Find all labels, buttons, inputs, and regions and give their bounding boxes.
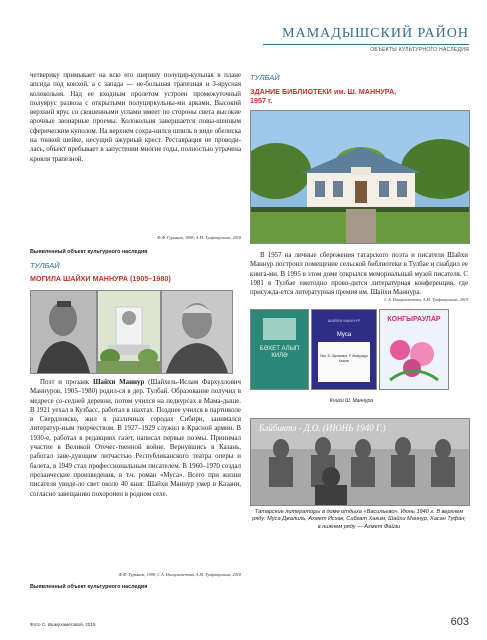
book-1-title: БӘХЕТ АЛЫП КИЛӘ bbox=[259, 346, 300, 359]
grave-credit: Ф.Ф. Гурьянов, 1998; С.А. Ишмухаметова, А.М. Тухфатуллина, 2018 bbox=[118, 572, 241, 577]
books-caption: Книги Ш. Маннура bbox=[330, 398, 374, 404]
page-header-subtitle: ОБЪЕКТЫ КУЛЬТУРНОГО НАСЛЕДИЯ bbox=[370, 47, 469, 53]
grave-region: ТУЛБАЙ bbox=[30, 261, 60, 270]
book-2-label: Пер. В. Шульмана, Р. Ишмурада Казань bbox=[318, 342, 370, 382]
grave-image bbox=[98, 291, 160, 373]
library-credit: С.А. Ишмухаметова, А.М. Тухфатуллина, 2019 bbox=[384, 297, 468, 302]
biography-text: Поэт и прозаик Шайхи Маннур (Шайхель-Ислам Фархуллович Маннуров, 1905–1980) родил-ся в дер. Тулбай. Образование получил в медресе со-седней деревни, потом учился на педкурсах в Мама-дыше. В 1921 уехал в Кузбасс, работал в шахтах. Позднее учился в партшколе в Свердловске, жил в различных городах Сибири, занимался литератур-ным творчеством. В 1927–1929 служил в Красной армии. В 1930-е, работал в редакциях газет, написал первые поэмы. Принимал участие в Великой Отечес-твенной войне. Вернувшись в Казань, работал заве-дующим литчастью Республиканского театра оперы и балета, в 1949 стал профессиональным писателем. В 1960–1970 создал прозаические произведения, в т.ч. роман «Муса». Всего при жизни писателя увиде-ло свет около 40 книг. Шайхи Маннур умер в Казани, согласно завещанию похоронен в родном селе. bbox=[30, 379, 241, 498]
group-photo-caption: Татарские литераторы в доме отдыха «Васильево». Июнь 1940 г. В верхнем ряду: Муса Джалиль, Ахмет Исхак, Сибгат Хаким, Шайхи Маннур, Хасан Туфан; в нижнем ряду — Ахмет Файзи bbox=[252, 509, 466, 530]
church-photo-credit: Ф.Ф. Гурьянов, 1998; А.М. Тухфатуллина, 2018 bbox=[157, 235, 241, 240]
book-cover-3 bbox=[379, 309, 449, 390]
library-title: ЗДАНИЕ БИБЛИОТЕКИ им. Ш. МАННУРА, 1957 г. bbox=[250, 87, 397, 105]
portrait-image bbox=[31, 291, 96, 373]
book-3-title: КОНГЫРАУЛАР bbox=[387, 316, 441, 323]
header-rule bbox=[263, 44, 469, 45]
page-number: 603 bbox=[450, 616, 469, 628]
writer-portrait-photo bbox=[161, 290, 233, 374]
page-header-title: МАМАДЫШСКИЙ РАЙОН bbox=[282, 26, 469, 41]
grave-photo bbox=[97, 290, 161, 374]
biography-name: Шайхи Маннур bbox=[92, 379, 145, 386]
grave-title: МОГИЛА ШАЙХИ МАННУРА (1905–1980) bbox=[30, 274, 171, 283]
group-photo bbox=[250, 418, 470, 506]
book-cover-1 bbox=[250, 309, 309, 390]
book-2-author: ШАЙХИ МАННУР bbox=[327, 318, 361, 323]
book-2-title: Муса bbox=[336, 332, 352, 338]
heritage-mark-1: Выявленный объект культурного наследия bbox=[30, 249, 148, 255]
writer-portrait-image bbox=[162, 291, 232, 373]
library-text: В 1957 на личные сбережения татарского поэта и писателя Шайхи Маннур построил помещение сельской библиотеки в Тулбае и снабдил ее книга-ми. В 1995 в этом доме открылся мемориальный музей писателя. С 1981 в Тулбае ежегодно прово-дится литературная конференция, где присужда-ется литературная премия им. Шайхи Маннура. bbox=[250, 252, 468, 297]
library-building-image bbox=[251, 111, 469, 243]
book-cover-2 bbox=[311, 309, 377, 390]
heritage-mark-2: Выявленный объект культурного наследия bbox=[30, 584, 148, 590]
library-region: ТУЛБАЙ bbox=[250, 73, 280, 82]
footer-photo-credit: Фото С. Ишмухаметовой, 2019 bbox=[30, 622, 96, 627]
church-description-text: четверику примыкает на всю его ширину полуцир-кульная в плане апсида под конхой, а с запада — не-большая трапезная и 3-ярусная колокольня. Над ее входным пролетом устроен промежуточный полуярус развоза с открытыми полуциркульны-ми арками. Высокий верхний ярус со скошенными углами имеет по стороны света высокие арочные звонарные проемы. Колокольня завершается повы-шенным сферическим куполом. На верхнем сохра-нился шпиль в виде обелиска на тонкой шейке, несущий ажурный крест. Реставрация не проводи-лась, объект пребывает в запустении многие годы, полностью утрачена кровля трапезной. bbox=[30, 72, 241, 163]
portrait-photo bbox=[30, 290, 97, 374]
group-photo-inscription: Бәйбиктә - Д.О. (ИЮНЬ 1940 Г.) bbox=[259, 423, 386, 433]
library-building-photo bbox=[250, 110, 470, 244]
